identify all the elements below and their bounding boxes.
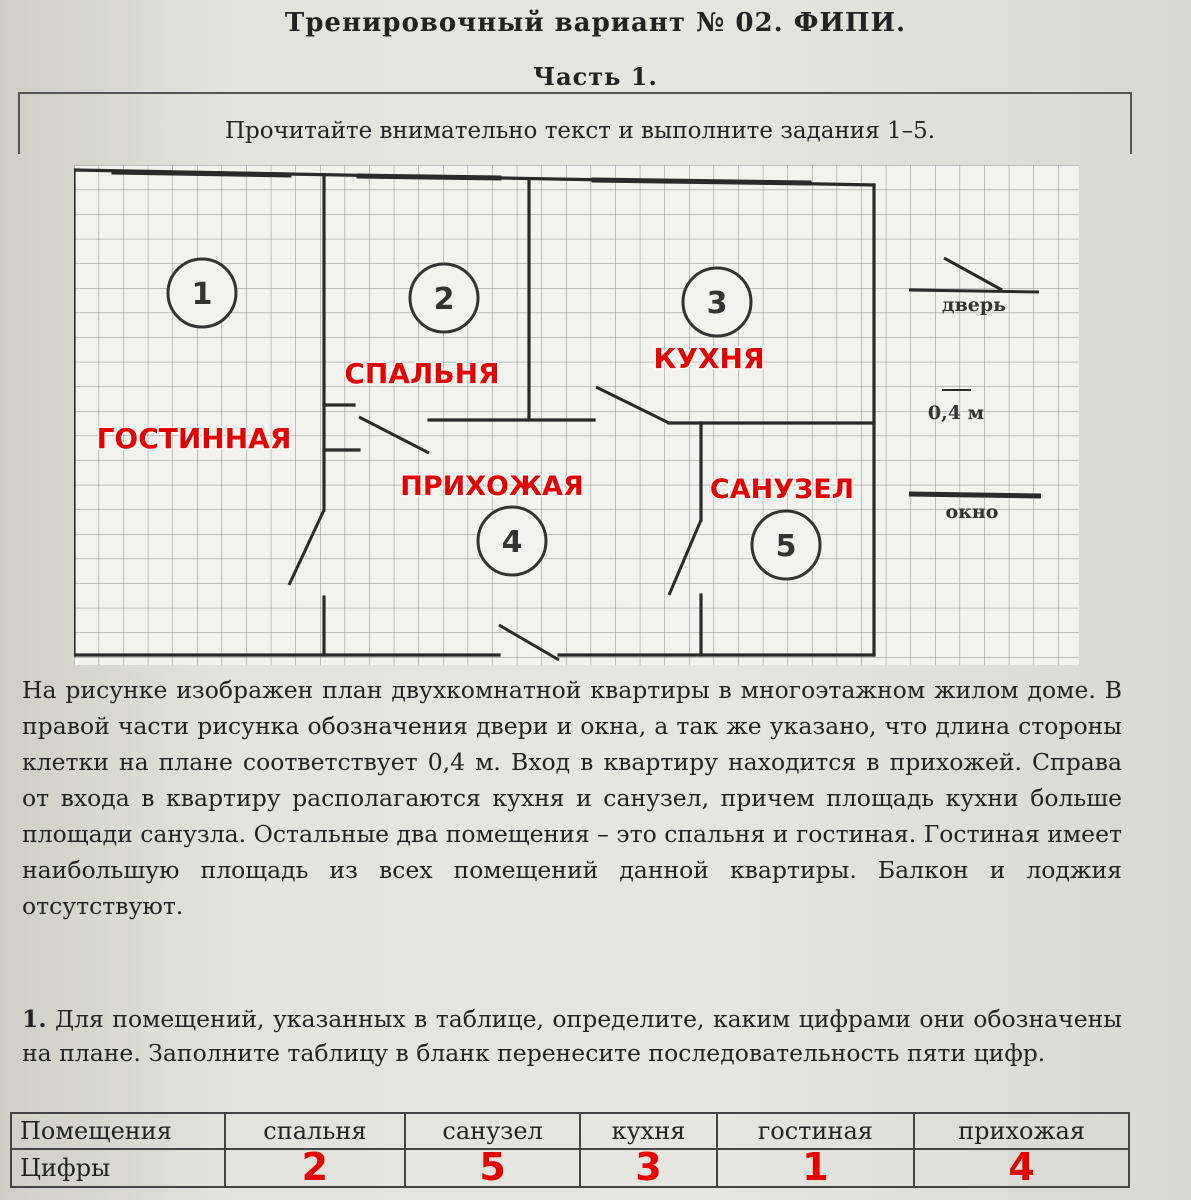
row-header-digits: Цифры <box>11 1149 225 1187</box>
legend-door-label: дверь <box>941 294 1007 316</box>
window-1 <box>114 172 289 175</box>
part-title: Часть 1. <box>533 62 658 91</box>
instruction-text: Прочитайте внимательно текст и выполните задания 1–5. <box>224 118 936 144</box>
room-cell-bathroom: санузел <box>405 1113 581 1149</box>
digit-bathroom: 5 <box>479 1145 506 1189</box>
row-header-rooms: Помещения <box>11 1113 225 1149</box>
room-number-1: 1 <box>191 277 213 312</box>
digit-kitchen: 3 <box>635 1145 662 1189</box>
window-3 <box>594 180 809 183</box>
description-paragraph <box>22 672 1122 924</box>
label-kitchen: КУХНЯ <box>653 342 765 375</box>
digit-hall: 4 <box>1008 1145 1035 1189</box>
room-number-5: 5 <box>775 529 797 564</box>
digit-cell-bathroom[interactable] <box>405 1145 581 1189</box>
description-text: На рисунке изображен план двухкомнатной квартиры в многоэтажном жилом доме. В правой части рисунка обозначения двери и окна, а так же указано, что длина стороны клетки на плане соответствует 0,4 м. Вход в квартиру находится в прихожей. Справа от входа в квартиру располагаются кухня и санузел, причем площадь кухни больше площади санузла. Остальные два помещения – это спальня и гостиная. Гостиная имеет наибольшую площадь из всех помещений данной квартиры. Балкон и лоджия отсутствуют. <box>22 676 1122 920</box>
label-living: ГОСТИННАЯ <box>96 422 292 455</box>
room-cell-hall: прихожая <box>914 1113 1129 1149</box>
question-number: 1. <box>22 1005 47 1033</box>
window-2 <box>359 176 499 178</box>
room-cell-living: гостиная <box>717 1113 915 1149</box>
question-text: Для помещений, указанных в таблице, определите, каким цифрами они обозначены на плане. Заполните таблицу в бланк перенесите последовательность пяти цифр. <box>22 1005 1122 1067</box>
floor-plan-drawing <box>74 165 1079 665</box>
answer-table <box>10 1112 1130 1188</box>
room-number-2: 2 <box>433 282 455 317</box>
room-number-4: 4 <box>501 525 523 560</box>
legend-window-label: окно <box>945 501 999 523</box>
page-title: Тренировочный вариант № 02. ФИПИ. <box>284 8 907 38</box>
digit-bedroom: 2 <box>301 1145 329 1189</box>
digit-cell-hall[interactable] <box>914 1145 1129 1189</box>
digit-cell-kitchen[interactable] <box>580 1145 716 1189</box>
room-number-3: 3 <box>706 286 728 321</box>
room-cell-bedroom: спальня <box>225 1113 405 1149</box>
legend-window-line <box>909 494 1041 496</box>
legend-door-wall <box>909 290 1039 292</box>
table-row-digits <box>11 1149 1129 1187</box>
question-1 <box>22 1002 1122 1070</box>
room-cell-kitchen: кухня <box>580 1113 716 1149</box>
label-hall: ПРИХОЖАЯ <box>400 471 584 502</box>
digit-living: 1 <box>802 1145 829 1189</box>
digit-cell-living[interactable] <box>717 1145 915 1189</box>
floor-plan <box>74 165 1079 665</box>
digit-cell-bedroom[interactable] <box>225 1145 405 1189</box>
label-bedroom: СПАЛЬНЯ <box>344 357 500 390</box>
label-bathroom: САНУЗЕЛ <box>709 474 855 505</box>
legend-cell-size: 0,4 м <box>927 402 985 424</box>
table-row-rooms <box>11 1113 1129 1149</box>
